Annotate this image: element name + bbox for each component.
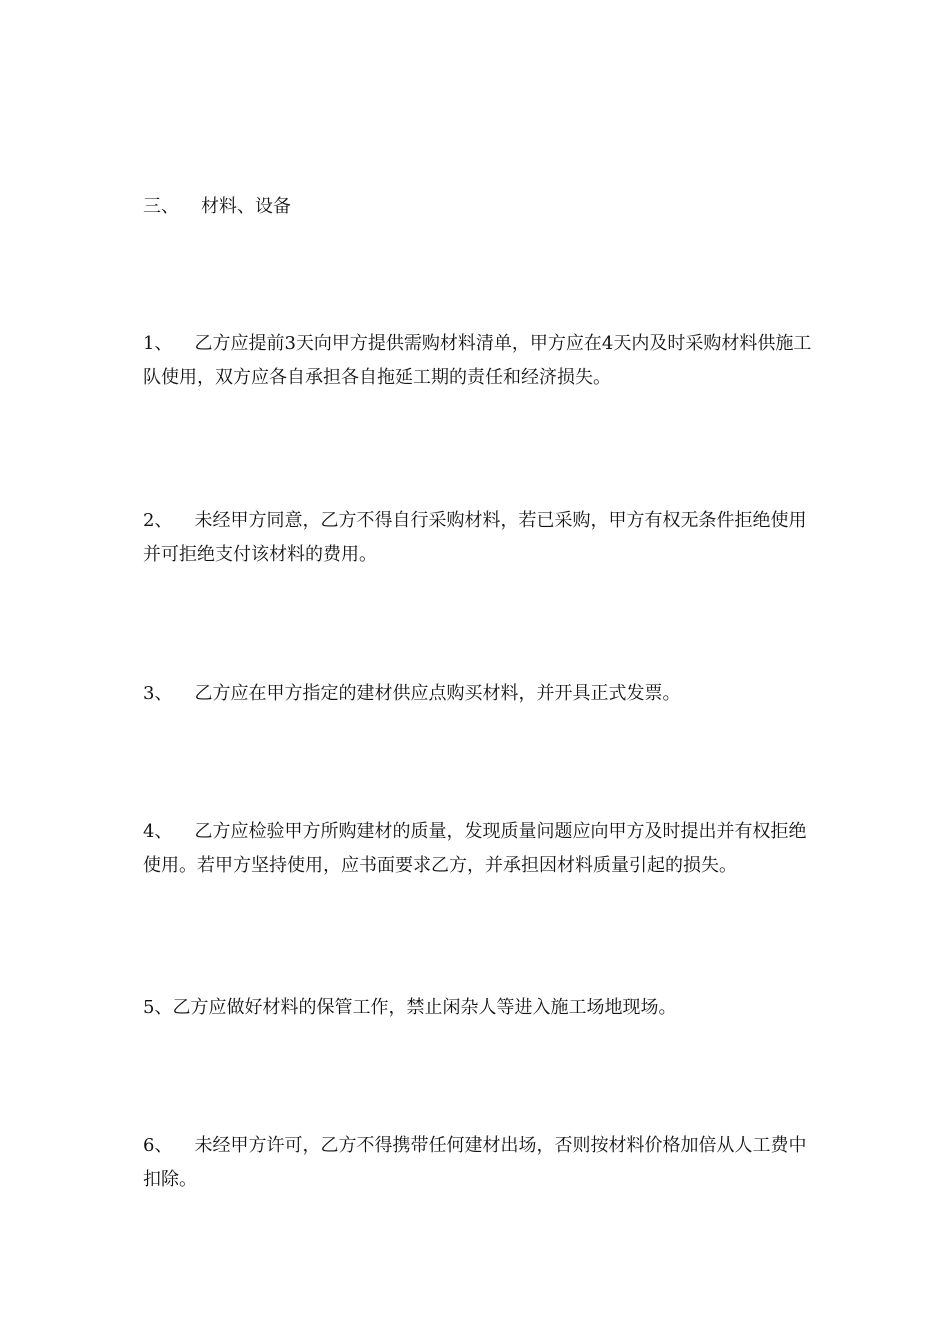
clause-text: 乙方应检验甲方所购建材的质量，发现质量问题应向甲方及时提出并有权拒绝使用。若甲方坚持使用，应书面要求乙方，并承担因材料质量引起的损失。 <box>143 821 807 876</box>
clause-text: 乙方应在甲方指定的建材供应点购买材料，并开具正式发票。 <box>194 683 681 704</box>
clause-number: 6、 <box>143 1135 173 1156</box>
section-number: 三、 <box>143 196 179 217</box>
clause-text: 未经甲方同意，乙方不得自行采购材料，若已采购，甲方有权无条件拒绝使用并可拒绝支付该材料的费用。 <box>143 510 807 565</box>
clause-1 <box>143 327 823 395</box>
section-heading <box>143 193 291 221</box>
clause-number: 5、 <box>143 997 173 1018</box>
clause-number: 4、 <box>143 821 173 842</box>
clause-3 <box>143 677 823 711</box>
clause-number: 1、 <box>143 333 173 354</box>
clause-text: 乙方应做好材料的保管工作，禁止闲杂人等进入施工场地现场。 <box>172 997 677 1018</box>
clause-5 <box>143 991 823 1025</box>
clause-4 <box>143 815 823 883</box>
clause-2 <box>143 504 823 572</box>
clause-number: 2、 <box>143 510 173 531</box>
clause-text: 未经甲方许可，乙方不得携带任何建材出场，否则按材料价格加倍从人工费中扣除。 <box>143 1135 807 1190</box>
section-title: 材料、设备 <box>201 196 291 217</box>
clause-number: 3、 <box>143 683 173 704</box>
clause-text: 乙方应提前3天向甲方提供需购材料清单，甲方应在4天内及时采购材料供施工队使用，双方应各自承担各自拖延工期的责任和经济损失。 <box>143 333 812 388</box>
clause-6 <box>143 1129 823 1197</box>
